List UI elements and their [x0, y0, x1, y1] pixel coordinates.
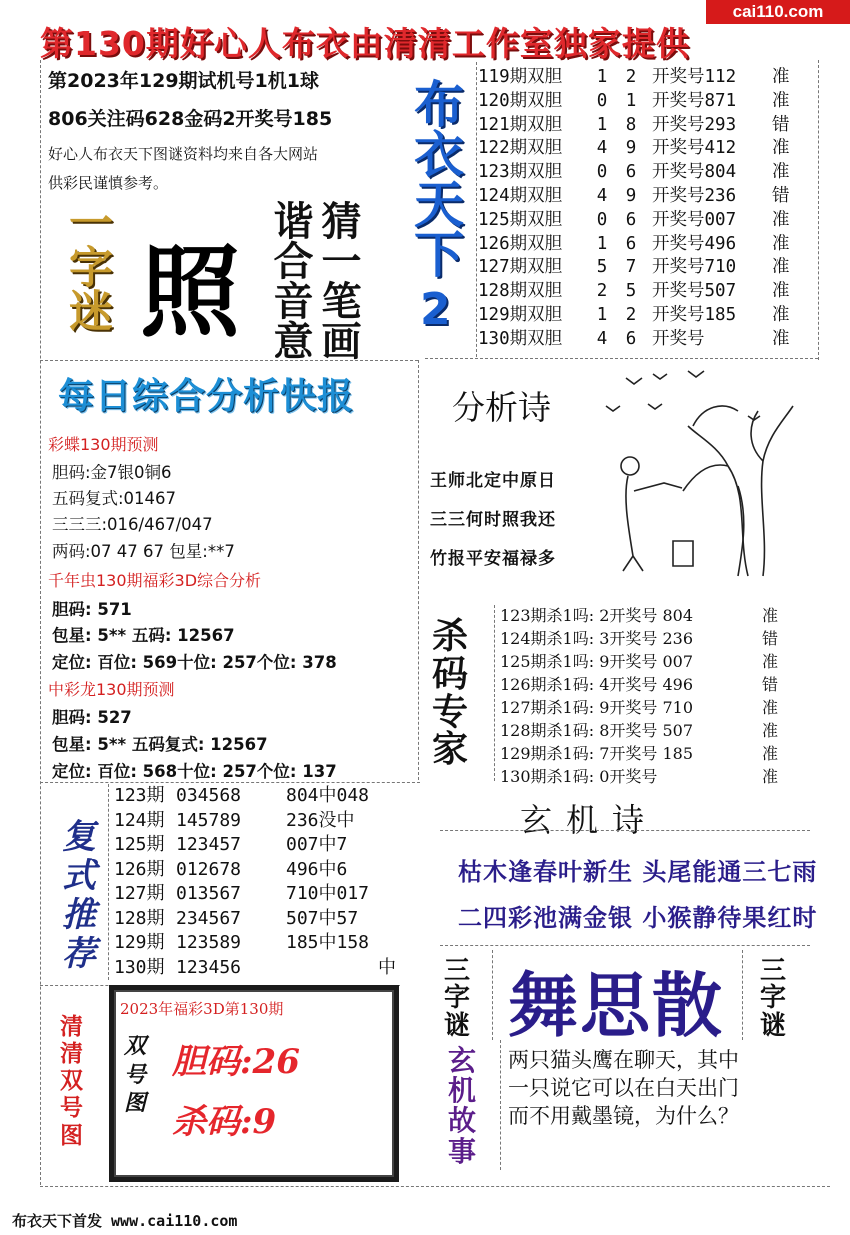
- history-draw: 开奖号: [652, 328, 705, 349]
- qingqing-image-box: [114, 990, 394, 1177]
- fushi-numbers: 013567: [176, 883, 242, 904]
- shama-row-text: 125期杀1吗: 9开奖号 007: [500, 652, 694, 671]
- zhongcailong-dingwei: 定位: 百位: 568十位: 257个位: 137: [52, 762, 337, 781]
- shama-table: [500, 604, 778, 788]
- history-result: 错: [772, 114, 790, 135]
- history-digit-2: 5: [625, 281, 637, 302]
- fushi-draw: 804中048: [286, 785, 370, 806]
- xuanji-poem-line-2: 二四彩池满金银 小猴静待果红时: [458, 903, 818, 932]
- shama-row-result: 准: [762, 744, 779, 763]
- history-digit-2: 2: [625, 67, 637, 87]
- history-draw: 开奖号507: [652, 281, 737, 302]
- fushi-row: [114, 833, 396, 858]
- history-issue: 119期双胆: [478, 67, 563, 87]
- history-row: [478, 233, 808, 257]
- bird-icon: [626, 378, 642, 384]
- history-issue: 128期双胆: [478, 281, 563, 302]
- history-digit-1: 0: [596, 209, 608, 230]
- caidie-liangma: 两码:07 47 67 包星:**7: [52, 542, 235, 561]
- xuanji-story-line-3: 而不用戴墨镜，为什么？: [508, 1104, 739, 1128]
- history-digit-1: 5: [596, 257, 608, 278]
- analysis-poem-line-2: 三三何时照我还: [430, 510, 556, 530]
- fushi-draw: 507中57: [286, 907, 359, 929]
- qingqing-box-title: 2023年福彩3D第130期: [120, 1000, 284, 1018]
- analysis-poem-line-3: 竹报平安福禄多: [430, 549, 556, 569]
- fushi-issue: 128期: [114, 907, 165, 929]
- fushi-label: 复式推荐: [62, 817, 96, 975]
- shama-row-result: 准: [762, 606, 779, 625]
- san-zi-mi-right-label: 三字谜: [760, 956, 787, 1041]
- shama-row: [500, 696, 778, 719]
- qiannian-heading: 千年虫130期福彩3D综合分析: [48, 571, 262, 590]
- disclaimer-line-2: 供彩民谨慎参考。: [48, 174, 169, 192]
- history-digit-1: 1: [596, 114, 608, 135]
- xuanji-poem-line-1: 枯木逢春叶新生 头尾能通三七雨: [458, 857, 818, 886]
- history-row: [478, 304, 808, 328]
- history-result: 准: [772, 257, 790, 278]
- history-digit-2: 6: [625, 162, 637, 183]
- footer-text: 布衣天下首发 www.cai110.com: [12, 1212, 238, 1230]
- history-draw: 开奖号804: [652, 162, 737, 183]
- fushi-draw: 710中017: [286, 883, 370, 904]
- history-issue: 122期双胆: [478, 138, 563, 159]
- shama-row-text: 128期杀1码: 8开奖号 507: [500, 721, 694, 740]
- focus-code-line: 806关注码628金码2开奖号185: [48, 108, 333, 130]
- fushi-issue: 126期: [114, 858, 165, 880]
- caidie-dan: 胆码:金7银0铜6: [52, 463, 172, 482]
- history-draw: 开奖号112: [652, 67, 737, 87]
- history-result: 准: [772, 138, 790, 159]
- fushi-numbers: 123457: [176, 834, 242, 855]
- history-digit-1: 4: [596, 328, 608, 349]
- caidie-heading: 彩蝶130期预测: [48, 435, 159, 454]
- shama-row-text: 129期杀1码: 7开奖号 185: [500, 744, 694, 763]
- zhongcailong-baoxing: 包星: 5** 五码复式: 12567: [52, 735, 268, 754]
- shama-divider: [494, 605, 495, 781]
- center-divider-top: [476, 62, 477, 357]
- fushi-issue: 125期: [114, 834, 165, 855]
- qiannian-dingwei: 定位: 百位: 569十位: 257个位: 378: [52, 653, 337, 672]
- history-issue: 120期双胆: [478, 90, 563, 111]
- history-issue: 130期双胆: [478, 328, 563, 349]
- divider-above-qingqing: [40, 985, 400, 986]
- fushi-divider: [108, 784, 109, 980]
- fushi-table: [114, 784, 396, 980]
- shama-row-text: 130期杀1码: 0开奖号: [500, 767, 658, 786]
- divider-under-preds: [40, 782, 420, 783]
- shama-row: [500, 650, 778, 673]
- xuanji-story-line-2: 一只说它可以在白天出门: [508, 1076, 739, 1100]
- history-digit-1: 4: [596, 185, 608, 206]
- zhongcailong-heading: 中彩龙130期预测: [48, 680, 175, 699]
- history-draw: 开奖号412: [652, 138, 737, 159]
- history-result: 错: [772, 185, 790, 206]
- history-draw: 开奖号293: [652, 114, 737, 135]
- history-draw: 开奖号871: [652, 90, 737, 111]
- shama-row-result: 准: [762, 721, 779, 740]
- shama-row-result: 准: [762, 698, 779, 717]
- history-result: 准: [772, 67, 790, 87]
- brand-vertical-title: 布衣天下: [406, 78, 464, 278]
- fushi-issue: 127期: [114, 883, 165, 904]
- history-result: 准: [772, 90, 790, 111]
- history-digit-1: 1: [596, 67, 608, 87]
- fushi-numbers: 145789: [176, 809, 242, 831]
- history-digit-1: 1: [596, 304, 608, 325]
- history-row: [478, 256, 808, 280]
- xuanji-story-line-1: 两只猫头鹰在聊天，其中: [508, 1048, 739, 1072]
- caidie-sansan: 三三三:016/467/047: [52, 515, 213, 534]
- fushi-numbers: 123589: [176, 932, 242, 953]
- history-digit-1: 2: [596, 281, 608, 302]
- shama-row: [500, 742, 778, 765]
- sanzimi-divider-right: [742, 950, 743, 1040]
- zi-mi-clue-col-2: 谐合音意: [267, 200, 313, 360]
- san-zi-mi-answer: 舞思散: [508, 964, 724, 1047]
- zhongcailong-dan: 胆码: 527: [52, 708, 132, 727]
- qiannian-dan: 胆码: 571: [52, 600, 132, 619]
- brand-vertical-number: 2: [420, 284, 451, 335]
- history-draw: 开奖号185: [652, 304, 737, 325]
- history-issue: 123期双胆: [478, 162, 563, 183]
- kuaibao-title: 每日综合分析快报: [58, 376, 355, 417]
- history-digit-2: 6: [625, 328, 637, 349]
- history-draw: 开奖号496: [652, 233, 737, 254]
- fushi-issue: 130期: [114, 956, 165, 978]
- fushi-row: [114, 931, 396, 956]
- page-title: 第130期好心人布衣由清清工作室独家提供: [40, 24, 690, 63]
- fushi-row: [114, 907, 396, 932]
- shama-row-result: 错: [762, 629, 779, 648]
- disclaimer-line-1: 好心人布衣天下图谜资料均来自各大网站: [48, 145, 319, 163]
- history-digit-2: 2: [625, 304, 637, 325]
- fushi-draw: 236没中: [286, 809, 355, 831]
- history-row: [478, 185, 808, 209]
- story-divider: [500, 1040, 501, 1170]
- fushi-draw: 496中6: [286, 858, 348, 880]
- history-issue: 129期双胆: [478, 304, 563, 325]
- shama-row-text: 123期杀1吗: 2开奖号 804: [500, 606, 694, 625]
- history-table: [478, 66, 808, 352]
- fushi-issue: 123期: [114, 785, 165, 806]
- shama-row: [500, 719, 778, 742]
- bird-icon: [648, 404, 662, 409]
- fushi-numbers: 034568: [176, 785, 242, 806]
- history-digit-2: 6: [625, 233, 637, 254]
- qingqing-side-label: 双号图: [124, 1033, 147, 1117]
- bird-icon: [688, 371, 704, 377]
- xuanji-poem-title: 玄机诗: [520, 801, 659, 839]
- history-row: [478, 114, 808, 138]
- zi-mi-answer-char: 照: [140, 233, 240, 351]
- bottom-frame-line: [40, 1186, 830, 1187]
- history-digit-2: 8: [625, 114, 637, 135]
- history-result: 准: [772, 162, 790, 183]
- history-digit-1: 0: [596, 162, 608, 183]
- fushi-row: [114, 809, 396, 834]
- history-row: [478, 280, 808, 304]
- old-man-tree-illustration: [598, 366, 798, 586]
- fushi-issue: 124期: [114, 809, 165, 831]
- analysis-poem-line-1: 王师北定中原日: [430, 471, 556, 491]
- qingqing-dan: 胆码:26: [172, 1042, 300, 1082]
- history-issue: 125期双胆: [478, 209, 563, 230]
- shama-label: 杀码专家: [432, 615, 469, 771]
- trial-number-line: 第2023年129期试机号1机1球: [48, 70, 319, 92]
- history-draw: 开奖号236: [652, 185, 737, 206]
- bird-icon: [653, 374, 667, 379]
- site-badge[interactable]: cai110.com: [706, 0, 850, 24]
- xuanji-story-label: 玄机故事: [448, 1044, 477, 1168]
- qingqing-sha: 杀码:9: [172, 1102, 277, 1142]
- shama-row: [500, 604, 778, 627]
- fushi-issue: 129期: [114, 932, 165, 953]
- shama-row-text: 127期杀1码: 9开奖号 710: [500, 698, 694, 717]
- shama-row-text: 126期杀1码: 4开奖号 496: [500, 675, 694, 694]
- shama-row: [500, 673, 778, 696]
- history-row: [478, 328, 808, 352]
- divider-above-sanzimi: [440, 945, 810, 946]
- fushi-row: [114, 858, 396, 883]
- shama-row-result: 错: [762, 675, 779, 694]
- history-digit-1: 4: [596, 138, 608, 159]
- xuanji-underline: [440, 830, 810, 831]
- history-result: 准: [772, 281, 790, 302]
- history-result: 准: [772, 304, 790, 325]
- caidie-wuma: 五码复式:01467: [52, 489, 177, 508]
- history-result: 准: [772, 209, 790, 230]
- fushi-numbers: 123456: [176, 956, 242, 978]
- history-digit-1: 0: [596, 90, 608, 111]
- history-issue: 121期双胆: [478, 114, 563, 135]
- shama-row: [500, 627, 778, 650]
- history-draw: 开奖号710: [652, 257, 737, 278]
- history-digit-2: 9: [625, 185, 637, 206]
- history-issue: 127期双胆: [478, 257, 563, 278]
- fushi-row: [114, 784, 396, 809]
- center-divider-mid: [418, 360, 419, 780]
- analysis-poem-title: 分析诗: [452, 388, 551, 427]
- fushi-row: [114, 882, 396, 907]
- history-digit-2: 1: [625, 90, 637, 111]
- divider-under-history: [425, 358, 818, 359]
- shama-row-result: 准: [762, 767, 779, 786]
- history-row: [478, 161, 808, 185]
- history-draw: 开奖号007: [652, 209, 737, 230]
- fushi-draw: 185中158: [286, 932, 370, 953]
- san-zi-mi-left-label: 三字谜: [444, 956, 471, 1041]
- divider-under-info: [40, 360, 418, 361]
- zi-mi-label: 一字迷: [61, 200, 112, 332]
- shama-row-text: 124期杀1吗: 3开奖号 236: [500, 629, 694, 648]
- fushi-draw: 中: [378, 956, 396, 978]
- bird-icon: [606, 406, 620, 411]
- history-issue: 124期双胆: [478, 185, 563, 206]
- zi-mi-clue-col-1: 猜一笔画: [315, 200, 361, 360]
- left-frame-line: [40, 60, 41, 1185]
- sanzimi-divider-left: [492, 950, 493, 1040]
- fushi-draw: 007中7: [286, 834, 348, 855]
- history-digit-1: 1: [596, 233, 608, 254]
- fushi-numbers: 012678: [176, 858, 242, 880]
- qingqing-label: 清清双号图: [60, 1014, 83, 1149]
- history-result: 准: [772, 328, 790, 349]
- history-row: [478, 90, 808, 114]
- history-digit-2: 6: [625, 209, 637, 230]
- shama-row-result: 准: [762, 652, 779, 671]
- history-row: [478, 66, 808, 90]
- history-row: [478, 209, 808, 233]
- fushi-row: [114, 956, 396, 981]
- shama-row: [500, 765, 778, 788]
- history-digit-2: 7: [625, 257, 637, 278]
- history-issue: 126期双胆: [478, 233, 563, 254]
- history-result: 准: [772, 233, 790, 254]
- right-frame-line: [818, 60, 819, 360]
- history-row: [478, 137, 808, 161]
- qiannian-baoxing: 包星: 5** 五码: 12567: [52, 626, 235, 645]
- fushi-numbers: 234567: [176, 907, 242, 929]
- history-digit-2: 9: [625, 138, 637, 159]
